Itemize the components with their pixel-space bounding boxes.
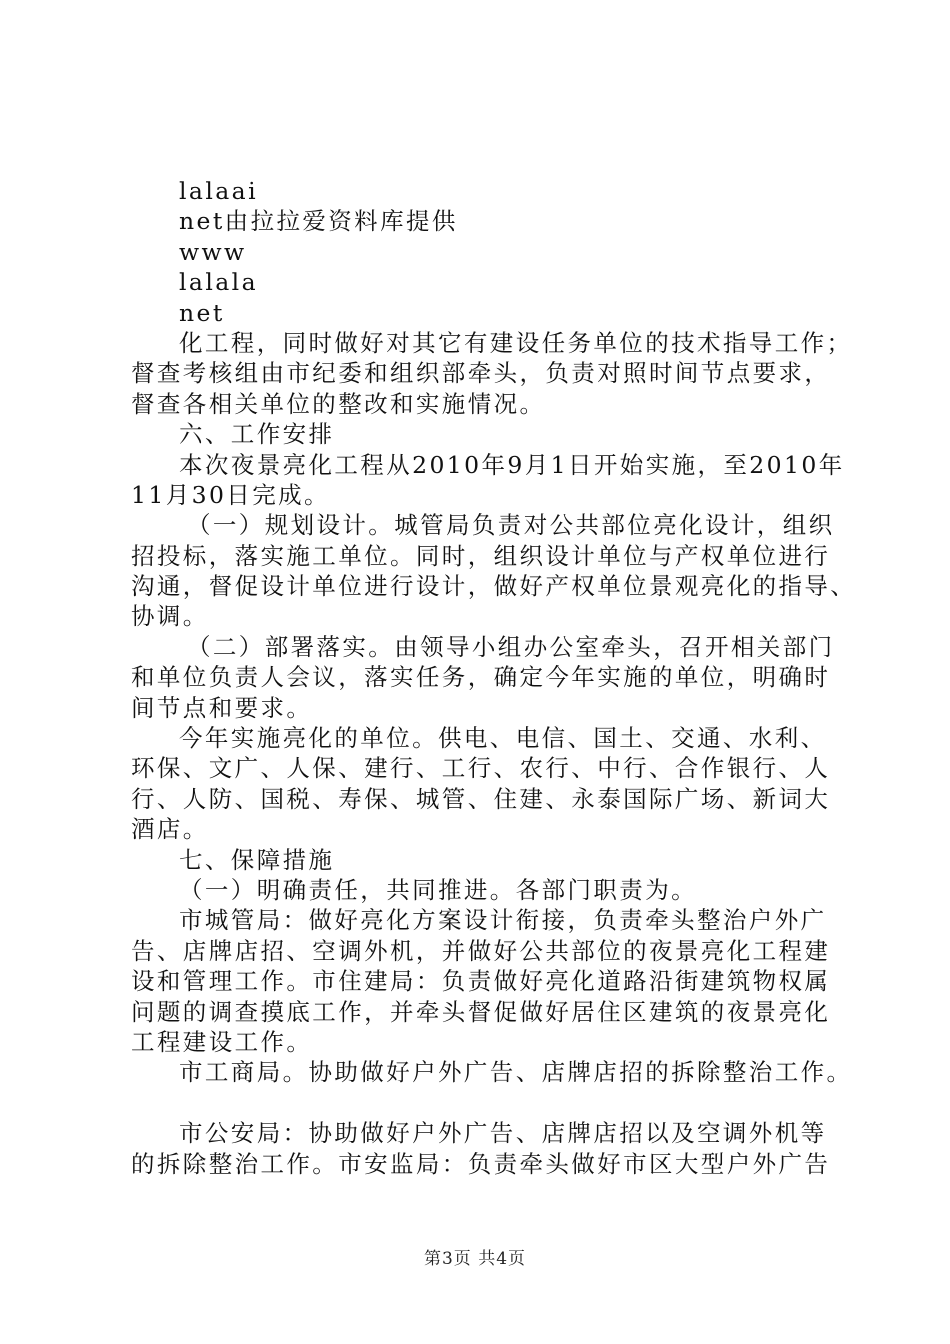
text-line: 告、店牌店招、空调外机，并做好公共部位的夜景亮化工程建 bbox=[131, 936, 831, 965]
text-line: net由拉拉爱资料库提供 bbox=[179, 207, 458, 236]
text-line: （一）规划设计。城管局负责对公共部位亮化设计，组织 bbox=[187, 511, 835, 540]
text-line: （二）部署落实。由领导小组办公室牵头，召开相关部门 bbox=[187, 632, 835, 661]
text-line: lalala bbox=[179, 268, 258, 297]
section-heading: 六、工作安排 bbox=[179, 420, 335, 449]
text-line: 沟通，督促设计单位进行设计，做好产权单位景观亮化的指导、 bbox=[131, 572, 857, 601]
text-line: 环保、文广、人保、建行、工行、农行、中行、合作银行、人 bbox=[131, 754, 831, 783]
text-line: 市公安局：协助做好户外广告、店牌店招以及空调外机等 bbox=[179, 1119, 827, 1148]
text-line: 设和管理工作。市住建局：负责做好亮化道路沿街建筑物权属 bbox=[131, 967, 831, 996]
text-line: 市城管局：做好亮化方案设计衔接，负责牵头整治户外广 bbox=[179, 906, 827, 935]
text-line: 本次夜景亮化工程从2010年9月1日开始实施，至2010年 bbox=[179, 450, 845, 479]
text-line: 酒店。 bbox=[131, 815, 209, 844]
text-line: 今年实施亮化的单位。供电、电信、国土、交通、水利、 bbox=[179, 724, 827, 753]
text-line: 行、人防、国税、寿保、城管、住建、永泰国际广场、新词大 bbox=[131, 784, 831, 813]
text-line: 化工程，同时做好对其它有建设任务单位的技术指导工作； bbox=[179, 328, 853, 357]
text-line: 招投标，落实施工单位。同时，组织设计单位与产权单位进行 bbox=[131, 541, 831, 570]
text-line: 问题的调查摸底工作，并牵头督促做好居住区建筑的夜景亮化 bbox=[131, 997, 831, 1026]
text-line: 协调。 bbox=[131, 602, 209, 631]
text-line: lalaai bbox=[179, 177, 258, 205]
page-footer: 第3页 共4页 bbox=[423, 1249, 527, 1269]
document-body bbox=[131, 176, 857, 1179]
section-heading: 七、保障措施 bbox=[179, 845, 335, 874]
text-line: 督查各相关单位的整改和实施情况。 bbox=[131, 389, 546, 418]
text-line: 间节点和要求。 bbox=[131, 693, 313, 722]
text-line: 的拆除整治工作。市安监局：负责牵头做好市区大型户外广告 bbox=[131, 1149, 831, 1178]
text-line: （一）明确责任，共同推进。各部门职责为。 bbox=[179, 875, 697, 904]
text-line: 和单位负责人会议，落实任务，确定今年实施的单位，明确时 bbox=[131, 663, 831, 692]
text-line: 工程建设工作。 bbox=[131, 1027, 313, 1056]
text-line: 督查考核组由市纪委和组织部牵头，负责对照时间节点要求， bbox=[131, 359, 831, 388]
text-line: www bbox=[179, 237, 247, 266]
blank-line bbox=[131, 1088, 843, 1118]
text-line: net bbox=[179, 298, 225, 327]
text-line: 11月30日完成。 bbox=[131, 480, 330, 509]
text-line: 市工商局。协助做好户外广告、店牌店招的拆除整治工作。 bbox=[179, 1058, 853, 1087]
